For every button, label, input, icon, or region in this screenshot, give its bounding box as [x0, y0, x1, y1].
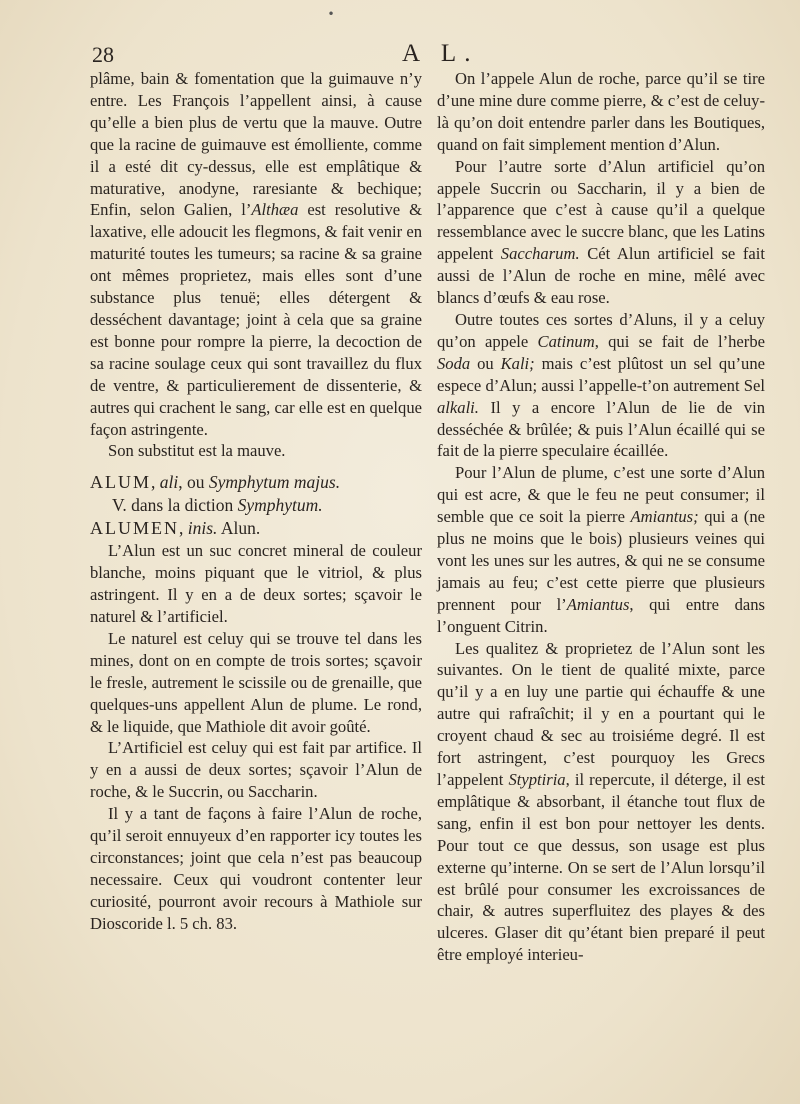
ornament-mark: •	[327, 7, 335, 21]
right-paragraph-5: Les qualitez & proprietez de l’Alun sont les suivantes. On le tient de qualité mixte, parce qu’il y a en luy une partie qui échauffe & une autre qui rafraîchit; il y en a pourtant qui le croyent chaud & sec au troisiéme degré. Il est fort astringent, c’est pourquoy les Grecs l’appelent Styptiria, il repercute, il déterge, il est emplâtique & absorbant, il étanche tout flux de sang, enfin il est bon pour nettoyer les dents. Pour tout ce que dessus, son usage est plus externe qu’interne. On se sert de l’Alun lorsqu’il est brûlé pour consumer les excroissances de chair, & autres superfluitez des playes & des ulceres. Glaser dit qu’étant bien preparé il peut être employé interieu-	[437, 638, 765, 965]
right-paragraph-3: Outre toutes ces sortes d’Aluns, il y a celuy qu’on appele Catinum, qui se fait de l’herbe Soda ou Kali; mais c’est plûtost un sel qu’une espece d’Alun; aussi l’appelle-t’on autrement Sel alkali. Il y a encore l’Alun de lie de vin desséchée & brûlée; & puis l’Alun écaillé qui se fait de la pierre speculaire écaillée.	[437, 309, 766, 461]
right-paragraph-2: Pour l’autre sorte d’Alun artificiel qu’on appele Succrin ou Saccharin, il y a bien de l’apparence que c’est à cause qu’il a quelque ressemblance avec le succre blanc, que les Latins appelent Saccharum. Cét Alun artificiel se fait aussi de l’Alun de roche en mine, mêlé avec blancs d’œufs & eau rose.	[437, 156, 765, 308]
left-paragraph-2: Son substitut est la mauve.	[108, 441, 286, 461]
right-paragraph-4: Pour l’Alun de plume, c’est une sorte d’Alun qui est acre, & que le feu ne peut consumer; il semble que ce soit la pierre Amiantus; qui a (ne plus ne moins que le bois) plusieurs veines qui vont les unes sur les autres, & qui ne se consume jamais au feu; c’est cette pierre que plusieurs prennent pour l’Amiantus, qui entre dans l’onguent Citrin.	[437, 463, 765, 636]
right-paragraph-1: On l’appele Alun de roche, parce qu’il se tire d’une mine dure comme pierre, & c’est de celuy-là qu’on doit entendre parler dans les Boutiques, quand on fait simplement mention d’Alun.	[437, 69, 765, 154]
running-head: A L.	[402, 40, 479, 67]
page-number: 28	[92, 42, 114, 67]
right-column	[437, 68, 765, 966]
left-paragraph-3: L’Alun est un suc concret mineral de couleur blanche, moins piquant que le vitriol, & plus astringent. Il y en a de deux sortes; sçavoir le naturel & l’artificiel.	[90, 541, 422, 627]
entry-alumen: ALUMEN, inis. Alun.	[90, 518, 261, 539]
left-paragraph-4: Le naturel est celuy qui se trouve tel dans les mines, dont on en compte de trois sortes; sçavoir le fresle, autrement le scissile ou de grenaille, que quelques-uns appellent Alun de plume. Le rond, & le liquide, que Mathiole dit avoir goûté.	[90, 628, 422, 736]
entry-alum-see: V. dans la diction Symphytum.	[112, 495, 323, 516]
left-paragraph-6: Il y a tant de façons à faire l’Alun de roche, qu’il seroit ennuyeux d’en rapporter icy toutes les circonstances; joint que cela n’est pas beaucoup necessaire. Ceux qui voudront contenter leur curiosité, pourront avoir recours à Mathiole sur Dioscoride l. 5 ch. 83.	[90, 804, 422, 933]
left-column	[90, 68, 422, 935]
left-paragraph-1: plâme, bain & fomentation que la guimauve n’y entre. Les François l’appellent ainsi, à cause qu’elle a bien plus de vertu que la mauve. Outre que la racine de guimauve est émolliente, comme il a esté dit cy-dessus, elle est emplâtique & maturative, anodyne, raresiante & bechique; Enfin, selon Galien, l’Althæa est resolutive & laxative, elle adoucit les flegmons, & fait venir en maturité toutes les tumeurs; sa racine & sa graine ont mêmes proprietez, mais elles sont d’une substance plus tenuë; elles détergent & desséchent davantage; joint à cela que sa graine est bonne pour rompre la pierre, la decoction de sa racine soulage ceux qui sont travaillez du flux de ventre, & particulierement de dissenterie, & autres qui crachent le sang, car elle est en quelque façon astringente.	[90, 69, 422, 439]
left-paragraph-5: L’Artificiel est celuy qui est fait par artifice. Il y en a aussi de deux sortes; sçavoir l’Alun de roche, & le Succrin, ou Saccharin.	[90, 738, 422, 802]
page-header	[90, 40, 756, 70]
entry-alum: ALUM, ali, ou Symphytum majus.	[90, 472, 341, 493]
